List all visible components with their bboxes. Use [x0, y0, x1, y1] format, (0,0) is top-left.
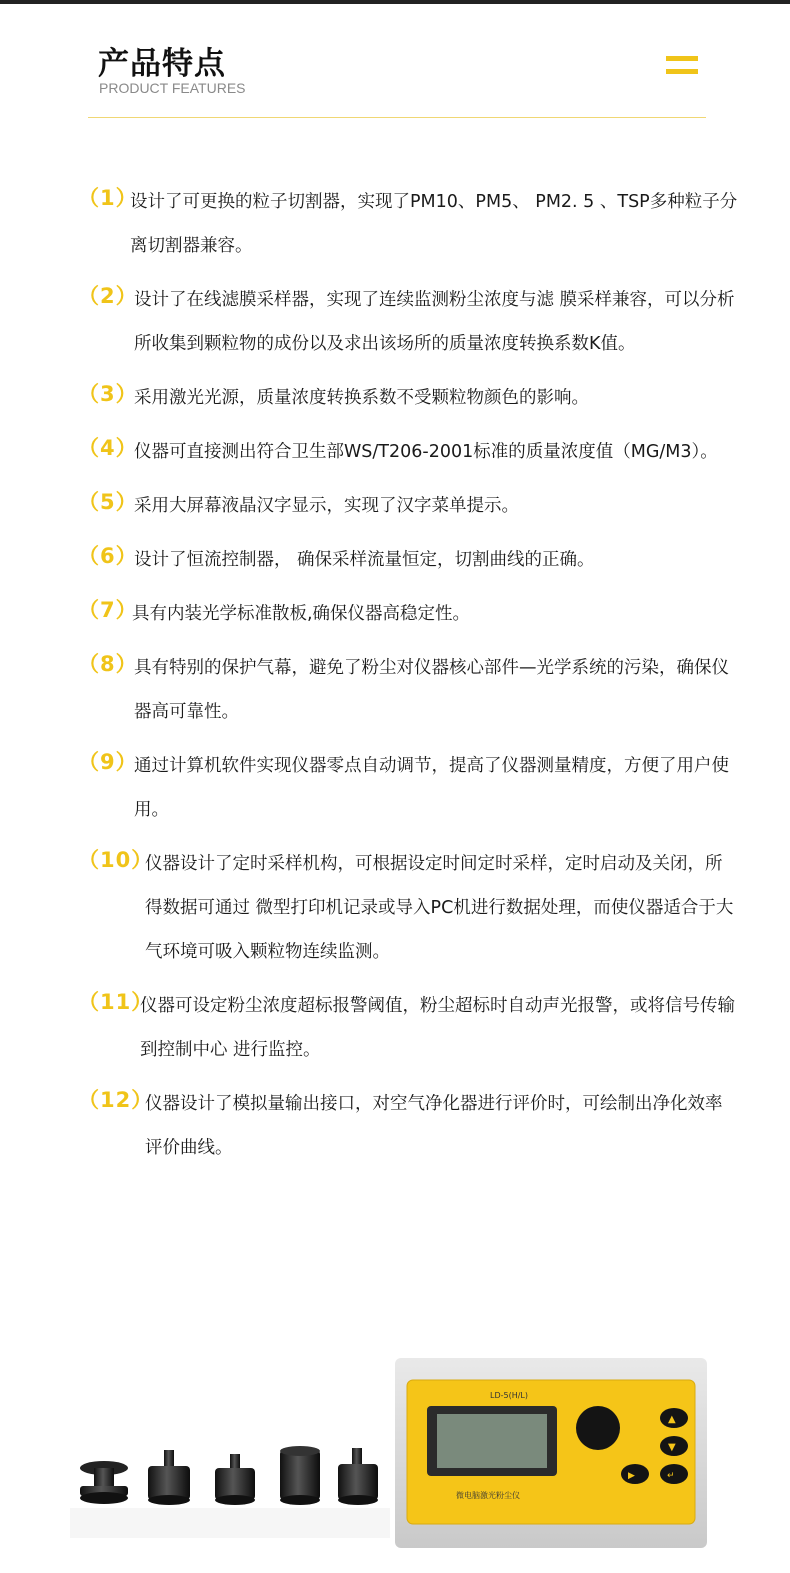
page-subtitle: PRODUCT FEATURES: [99, 80, 246, 96]
top-border: [0, 0, 790, 4]
feature-text: 通过计算机软件实现仪器零点自动调节，提高了仪器测量精度，方便了用户使用。: [134, 756, 729, 820]
menu-icon[interactable]: [666, 54, 698, 78]
feature-text: 仪器可设定粉尘浓度超标报警阈值，粉尘超标时自动声光报警，或将信号传输到控制中心 进行监控。: [140, 996, 735, 1060]
feature-item: [78, 744, 738, 832]
feature-text: 设计了可更换的粒子切割器，实现了PM10、PM5、 PM2. 5 、TSP多种粒子分离切割器兼容。: [130, 192, 738, 256]
feature-text: 设计了恒流控制器， 确保采样流量恒定，切割曲线的正确。: [134, 550, 595, 570]
feature-text: 具有内装光学标准散板,确保仪器高稳定性。: [132, 604, 471, 624]
feature-number: （9）: [78, 750, 138, 774]
feature-number: （7）: [78, 598, 138, 622]
feature-item: [78, 984, 738, 1072]
feature-number: （12）: [78, 1088, 154, 1112]
device-body: [395, 1358, 707, 1548]
feature-item: [78, 376, 738, 420]
svg-text:▼: ▼: [668, 1442, 676, 1453]
feature-text: 采用激光光源，质量浓度转换系数不受颗粒物颜色的影响。: [134, 388, 589, 408]
feature-number: （10）: [78, 848, 154, 872]
feature-item: [78, 842, 738, 974]
feature-item: [78, 592, 738, 636]
feature-number: （1）: [78, 186, 138, 210]
cutter-part-icon: [215, 1454, 255, 1505]
feature-text: 具有特别的保护气幕，避免了粉尘对仪器核心部件—光学系统的污染，确保仪器高可靠性。: [134, 658, 729, 722]
header-divider: [88, 117, 706, 118]
device-model-label: LD-5(H/L): [490, 1391, 529, 1400]
product-image: [70, 1350, 790, 1569]
feature-list: [78, 180, 738, 1180]
feature-item: [78, 538, 738, 582]
feature-number: （6）: [78, 544, 138, 568]
feature-item: [78, 1082, 738, 1170]
feature-number: （8）: [78, 652, 138, 676]
feature-text: 采用大屏幕液晶汉字显示，实现了汉字菜单提示。: [134, 496, 519, 516]
cutter-part-icon: [280, 1446, 320, 1505]
svg-text:↵: ↵: [667, 1471, 675, 1481]
feature-number: （2）: [78, 284, 138, 308]
feature-text: 仪器可直接测出符合卫生部WS/T206-2001标准的质量浓度值（MG/M3）。: [134, 442, 718, 462]
feature-item: [78, 646, 738, 734]
feature-text: 仪器设计了模拟量输出接口，对空气净化器进行评价时，可绘制出净化效率评价曲线。: [145, 1094, 723, 1158]
feature-number: （11）: [78, 990, 154, 1014]
device-panel-label: 微电脑激光粉尘仪: [456, 1491, 520, 1500]
feature-item: [78, 430, 738, 474]
svg-text:▶: ▶: [628, 1471, 635, 1481]
cutter-part-icon: [148, 1450, 190, 1505]
feature-number: （3）: [78, 382, 138, 406]
cutter-part-icon: [80, 1461, 128, 1504]
svg-text:▲: ▲: [668, 1414, 676, 1425]
feature-item: [78, 278, 738, 366]
page-title: 产品特点: [98, 46, 226, 82]
feature-text: 设计了在线滤膜采样器，实现了连续监测粉尘浓度与滤 膜采样兼容，可以分析所收集到颗粒物的成份以及求出该场所的质量浓度转换系数K值。: [134, 290, 735, 354]
feature-number: （5）: [78, 490, 138, 514]
feature-number: （4）: [78, 436, 138, 460]
feature-item: [78, 484, 738, 528]
cutter-part-icon: [338, 1448, 378, 1505]
feature-text: 仪器设计了定时采样机构，可根据设定时间定时采样，定时启动及关闭，所得数据可通过 微型打印机记录或导入PC机进行数据处理，而使仪器适合于大气环境可吸入颗粒物连续监测。: [145, 854, 734, 962]
feature-item: [78, 180, 738, 268]
dust-monitor-illustration: [70, 1350, 790, 1569]
